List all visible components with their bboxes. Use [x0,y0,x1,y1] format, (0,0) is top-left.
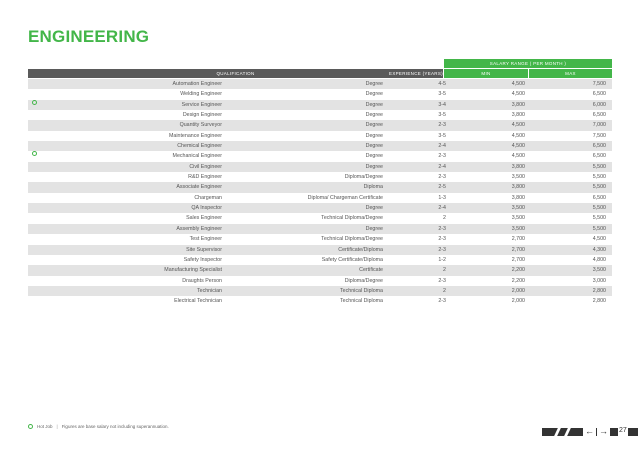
hot-job-legend-icon [28,424,33,429]
min-salary-cell: 2,700 [511,246,525,253]
table-row [28,151,612,161]
page-number: 27 [619,427,627,434]
experience-cell: 2-3 [438,246,446,253]
table-row [28,141,612,151]
qualification-cell: Technical Diploma/Degree [321,215,383,222]
job-title-cell: Maintenance Engineer [168,132,222,139]
qualification-cell: Technical Diploma/Degree [321,236,383,243]
qualification-cell: Degree [365,163,383,170]
max-salary-cell: 3,000 [592,277,606,284]
job-title-cell: Electrical Technician [174,298,222,305]
max-salary-cell: 4,300 [592,246,606,253]
min-salary-cell: 3,800 [511,163,525,170]
qualification-cell: Degree [365,143,383,150]
table-row [28,286,612,296]
qualification-cell: Degree [365,205,383,212]
experience-cell: 2-3 [438,153,446,160]
max-salary-cell: 6,500 [592,143,606,150]
experience-cell: 2 [443,267,446,274]
min-salary-cell: 3,500 [511,215,525,222]
qualification-column-header [28,69,443,78]
qualification-cell: Diploma/ Chargeman Certificate [307,194,383,201]
table-row [28,162,612,172]
job-title-cell: Draughts Person [182,277,222,284]
experience-cell: 2-3 [438,174,446,181]
qualification-cell: Degree [365,112,383,119]
min-salary-cell: 2,700 [511,236,525,243]
table-row [28,265,612,275]
min-salary-cell: 3,800 [511,184,525,191]
qualification-cell: Certificate/Diploma [338,246,383,253]
qualification-header-label: QUALIFICATION [216,71,255,76]
job-title-cell: Sales Engineer [186,215,222,222]
max-salary-cell: 4,500 [592,236,606,243]
experience-cell: 2-3 [438,122,446,129]
max-salary-cell: 3,500 [592,267,606,274]
min-salary-cell: 2,700 [511,256,525,263]
max-salary-cell: 5,500 [592,163,606,170]
max-salary-cell: 7,000 [592,122,606,129]
experience-cell: 3-5 [438,91,446,98]
min-salary-cell: 3,500 [511,205,525,212]
arrow-left-icon[interactable]: ← [585,426,594,436]
qualification-cell: Safety Certificate/Diploma [321,256,383,263]
experience-cell: 2-3 [438,277,446,284]
table-row [28,120,612,130]
max-salary-cell: 7,500 [592,81,606,87]
experience-cell: 1-2 [438,256,446,263]
min-column-header: MIN [444,69,528,78]
min-salary-cell: 4,500 [511,122,525,129]
experience-cell: 3-4 [438,101,446,108]
job-title-cell: Welding Engineer [180,91,222,98]
experience-column-header: EXPERIENCE (YEARS) [389,71,443,76]
job-title-cell: Associate Engineer [176,184,222,191]
min-salary-cell: 4,500 [511,81,525,87]
table-row [28,193,612,203]
qualification-cell: Diploma/Degree [344,277,383,284]
experience-cell: 3-5 [438,112,446,119]
min-salary-cell: 2,200 [511,267,525,274]
max-salary-cell: 4,800 [592,256,606,263]
experience-cell: 1-3 [438,194,446,201]
hot-job-icon [32,100,37,105]
max-column-header: MAX [529,69,612,78]
job-title-cell: Test Engineer [189,236,222,243]
min-salary-cell: 4,500 [511,153,525,160]
min-salary-cell: 4,500 [511,143,525,150]
experience-cell: 2-3 [438,236,446,243]
experience-cell: 2 [443,287,446,294]
job-title-cell: Design Engineer [182,112,222,119]
job-title-cell: Service Engineer [181,101,222,108]
max-salary-cell: 6,500 [592,112,606,119]
qualification-cell: Degree [365,91,383,98]
job-title-cell: Chargeman [194,194,222,201]
table-row [28,276,612,286]
max-salary-cell: 5,500 [592,215,606,222]
min-salary-cell: 3,500 [511,225,525,232]
qualification-cell: Diploma/Degree [344,174,383,181]
salary-table [28,79,612,307]
table-row [28,182,612,192]
footer-note: Figures are base salary not including superannuation. [61,424,169,429]
min-salary-cell: 2,000 [511,287,525,294]
min-salary-cell: 3,800 [511,112,525,119]
max-salary-cell: 5,500 [592,225,606,232]
salary-range-header: SALARY RANGE ( PER MONTH ) [444,59,612,68]
min-salary-cell: 3,500 [511,174,525,181]
max-salary-cell: 2,800 [592,287,606,294]
max-salary-cell: 2,800 [592,298,606,305]
table-row [28,213,612,223]
max-salary-cell: 6,500 [592,194,606,201]
table-row [28,131,612,141]
job-title-cell: Mechanical Engineer [172,153,222,160]
max-salary-cell: 5,500 [592,205,606,212]
qualification-cell: Certificate [359,267,383,274]
job-title-cell: Automation Engineer [172,81,222,87]
hot-job-legend-label: Hot Job [37,424,53,429]
hot-job-icon [32,151,37,156]
experience-cell: 2-4 [438,205,446,212]
table-row [28,172,612,182]
table-row [28,203,612,213]
table-row [28,79,612,89]
max-salary-cell: 6,500 [592,153,606,160]
qualification-cell: Technical Diploma [340,298,383,305]
job-title-cell: Technician [196,287,222,294]
table-row [28,296,612,306]
max-salary-cell: 7,500 [592,132,606,139]
qualification-cell: Diploma [363,184,383,191]
job-title-cell: Chemical Engineer [177,143,222,150]
job-title-cell: Quantity Surveyor [179,122,222,129]
table-row [28,110,612,120]
qualification-cell: Degree [365,101,383,108]
min-salary-cell: 4,500 [511,132,525,139]
min-salary-cell: 3,800 [511,194,525,201]
table-row [28,224,612,234]
min-salary-cell: 4,500 [511,91,525,98]
experience-cell: 2-5 [438,184,446,191]
min-salary-cell: 2,000 [511,298,525,305]
table-row [28,234,612,244]
qualification-cell: Degree [365,153,383,160]
max-salary-cell: 6,500 [592,91,606,98]
footer [28,424,169,429]
max-salary-cell: 5,500 [592,174,606,181]
job-title-cell: Assembly Engineer [176,225,222,232]
job-title-cell: Site Supervisor [186,246,222,253]
footer-separator: | [56,424,58,429]
page-title: ENGINEERING [28,27,150,46]
qualification-cell: Technical Diploma [340,287,383,294]
qualification-cell: Degree [365,132,383,139]
table-row [28,245,612,255]
job-title-cell: R&D Engineer [188,174,222,181]
table-row [28,255,612,265]
job-title-cell: Manufacturing Specialist [164,267,222,274]
job-title-cell: QA Inspector [191,205,222,212]
experience-cell: 2-4 [438,143,446,150]
min-salary-cell: 2,200 [511,277,525,284]
experience-cell: 4-5 [438,81,446,87]
table-row [28,100,612,110]
arrow-right-icon[interactable]: → [599,426,608,436]
experience-cell: 2 [443,215,446,222]
min-salary-cell: 3,800 [511,101,525,108]
job-title-cell: Civil Engineer [189,163,222,170]
experience-cell: 2-3 [438,298,446,305]
job-title-cell: Safety Inspector [183,256,222,263]
experience-cell: 2-4 [438,163,446,170]
qualification-cell: Degree [365,225,383,232]
qualification-cell: Degree [365,122,383,129]
max-salary-cell: 5,500 [592,184,606,191]
experience-cell: 2-3 [438,225,446,232]
qualification-cell: Degree [365,81,383,87]
max-salary-cell: 6,000 [592,101,606,108]
experience-cell: 3-5 [438,132,446,139]
table-row [28,89,612,99]
